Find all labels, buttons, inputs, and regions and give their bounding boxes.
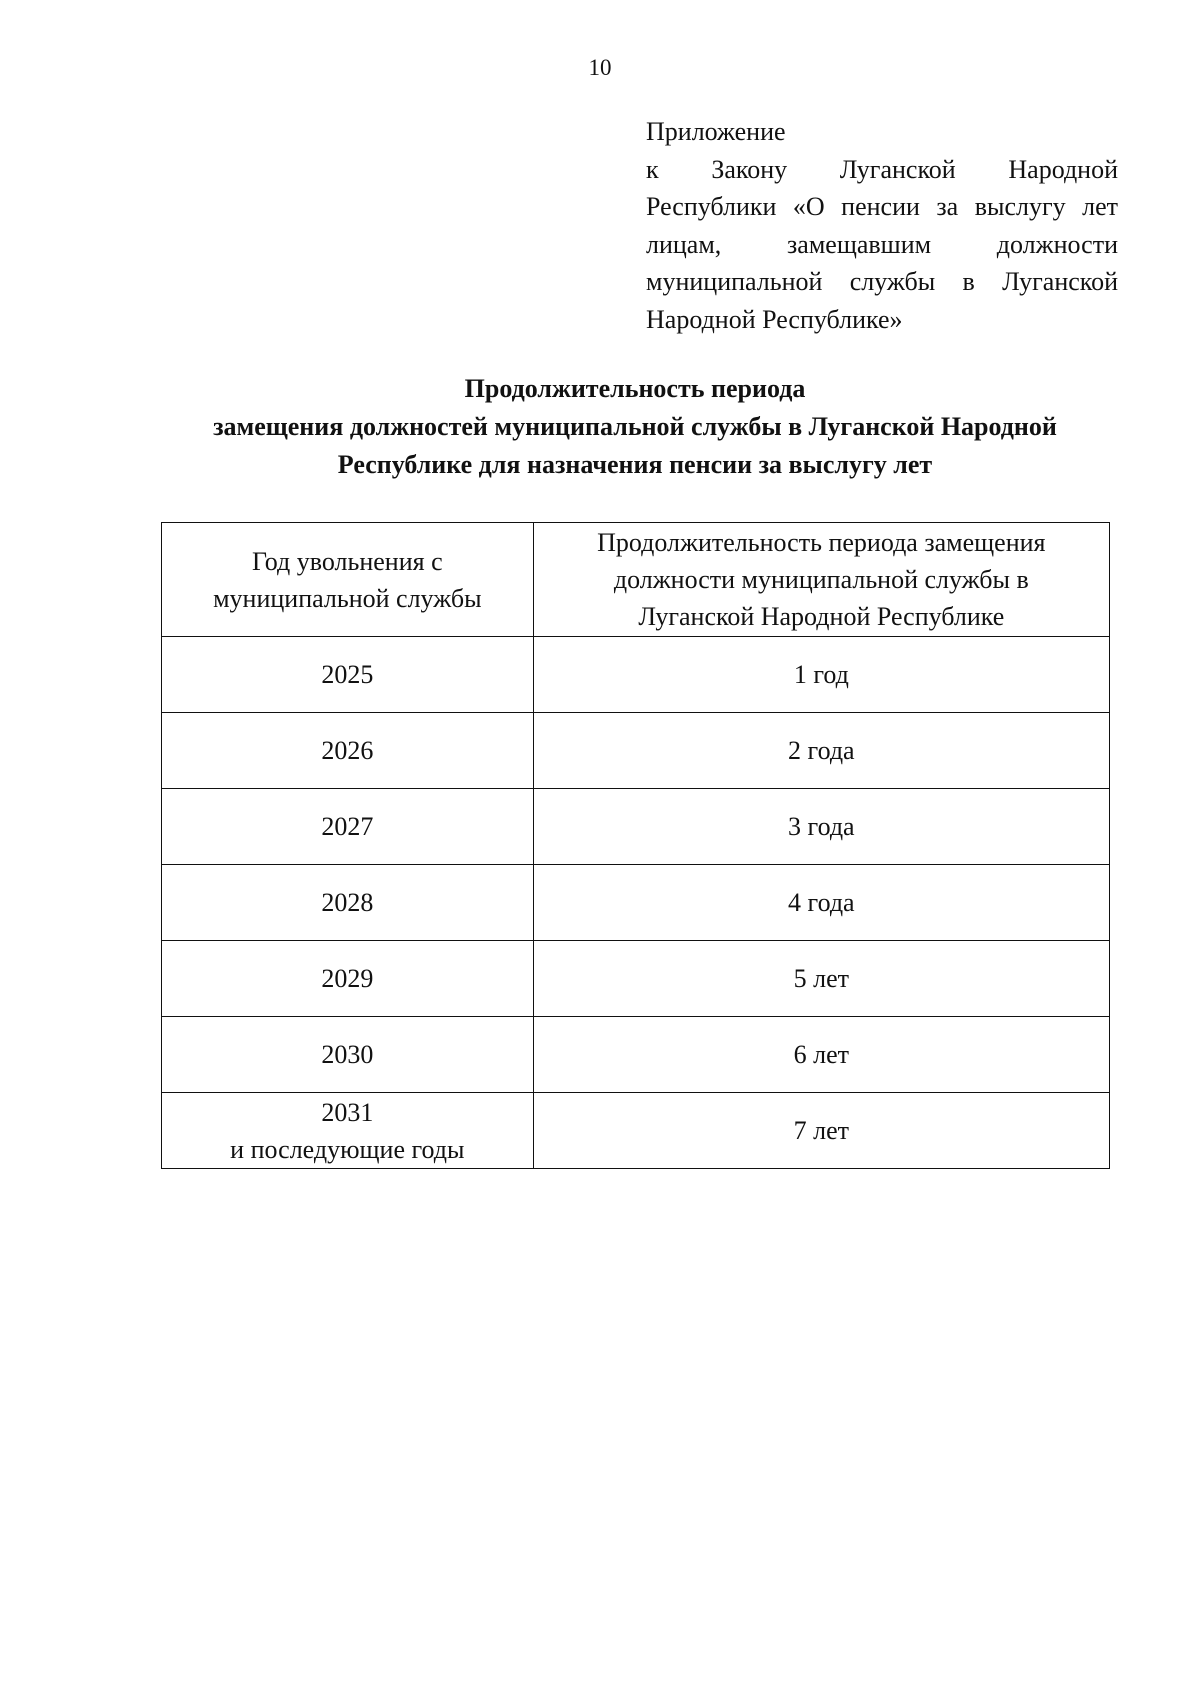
appendix-line: муниципальной службы в Луганской <box>646 267 1118 296</box>
title-line: Продолжительность периода <box>464 374 806 403</box>
duration-cell: 3 года <box>533 789 1109 865</box>
page-number: 10 <box>588 55 612 80</box>
table-row <box>162 1017 1110 1093</box>
year-cell: 2029 <box>162 941 534 1017</box>
table-header-row <box>162 523 1110 637</box>
appendix-note <box>646 113 1118 338</box>
year-cell: 2026 <box>162 713 534 789</box>
duration-cell: 1 год <box>533 637 1109 713</box>
title-line: замещения должностей муниципальной службы в Луганской Народной <box>213 412 1057 441</box>
year-cell: 2028 <box>162 865 534 941</box>
duration-cell: 6 лет <box>533 1017 1109 1093</box>
appendix-line: к Закону Луганской Народной <box>646 154 1118 184</box>
table-row <box>162 865 1110 941</box>
duration-cell: 7 лет <box>533 1093 1109 1169</box>
duration-cell: 2 года <box>533 713 1109 789</box>
table-row <box>162 789 1110 865</box>
duration-cell: 4 года <box>533 865 1109 941</box>
document-title <box>150 370 1120 484</box>
header-duration: Продолжительность периода замещения должности муниципальной службы в Луганской Народной Республике <box>533 523 1109 637</box>
table-row <box>162 713 1110 789</box>
table-row <box>162 941 1110 1017</box>
table-row <box>162 637 1110 713</box>
year-cell: 2030 <box>162 1017 534 1093</box>
appendix-line: Приложение <box>646 117 786 146</box>
appendix-line: Республики «О пенсии за выслугу лет <box>646 192 1118 221</box>
year-cell: 2031 и последующие годы <box>162 1093 534 1169</box>
year-cell: 2027 <box>162 789 534 865</box>
appendix-line: лицам, замещавшим должности <box>646 229 1118 259</box>
table-row <box>162 1093 1110 1169</box>
year-cell: 2025 <box>162 637 534 713</box>
title-line: Республике для назначения пенсии за выслугу лет <box>337 450 933 479</box>
header-year: Год увольнения с муниципальной службы <box>162 523 534 637</box>
duration-cell: 5 лет <box>533 941 1109 1017</box>
appendix-line: Народной Республике» <box>646 304 903 334</box>
pension-duration-table <box>161 522 1110 1169</box>
